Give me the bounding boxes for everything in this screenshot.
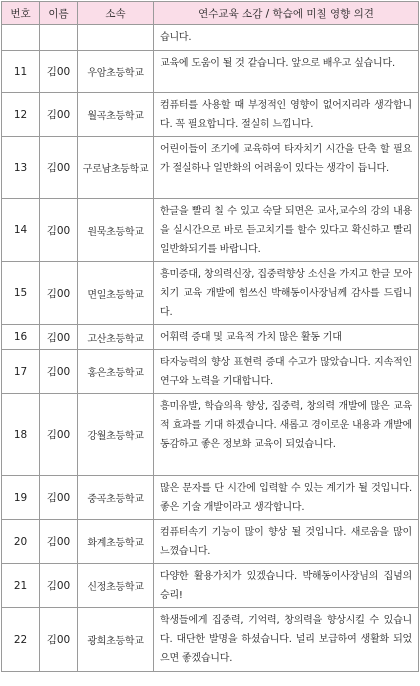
cell-name: 김00	[40, 476, 78, 520]
cell-number: 11	[2, 51, 40, 93]
cell-name: 김00	[40, 520, 78, 564]
cell-name: 김00	[40, 325, 78, 350]
cell-number: 21	[2, 564, 40, 608]
cell-name: 김00	[40, 199, 78, 262]
cell-name: 김00	[40, 608, 78, 672]
cell-number: 16	[2, 325, 40, 350]
cell-opinion: 컴퓨터를 사용할 때 부정적인 영향이 없어지리라 생각합니다. 꼭 필요합니다. 절실히 느낍니다.	[154, 93, 419, 137]
table-row-continuation	[2, 25, 419, 51]
cell-number: 19	[2, 476, 40, 520]
cell-opinion: 어린이들이 조기에 교육하여 타자치기 시간을 단축 할 필요가 절실하나 일반화의 어려움이 있다는 생각이 듭니다.	[154, 137, 419, 199]
cell-school: 홍은초등학교	[78, 350, 154, 394]
cell-number: 17	[2, 350, 40, 394]
cell-name: 김00	[40, 350, 78, 394]
table-row	[2, 262, 419, 325]
cell-opinion: 한글을 빨리 칠 수 있고 숙달 되면은 교사,교수의 강의 내용을 실시간으로 바로 듣고치기를 할수 있다고 확신하고 빨리 일반화되기를 바랍니다.	[154, 199, 419, 262]
table-row	[2, 137, 419, 199]
cell-opinion: 어휘력 증대 및 교육적 가치 많은 활동 기대	[154, 325, 419, 350]
cell-name: 김00	[40, 137, 78, 199]
table-row	[2, 394, 419, 476]
cell-number: 14	[2, 199, 40, 262]
table-row	[2, 520, 419, 564]
header-school: 소속	[78, 2, 154, 25]
cell-name: 김00	[40, 51, 78, 93]
table-row	[2, 476, 419, 520]
cell-name: 김00	[40, 93, 78, 137]
cell-opinion: 컴퓨터속기 기능이 많이 향상 될 것입니다. 새로움을 많이 느꼈습니다.	[154, 520, 419, 564]
cell-school: 고산초등학교	[78, 325, 154, 350]
cell-opinion: 흥미유발, 학습의욕 향상, 집중력, 창의력 개발에 많은 교육적 효과를 기대 하겠습니다. 새롭고 경이로운 내용과 개발에 동감하고 좋은 정보화 교육이 되었습니다.	[154, 394, 419, 476]
table-row	[2, 325, 419, 350]
cell-school: 월곡초등학교	[78, 93, 154, 137]
table-row	[2, 350, 419, 394]
cell-number: 12	[2, 93, 40, 137]
cell-opinion: 다양한 활용가치가 있겠습니다. 박해동이사장님의 집념의 승리!	[154, 564, 419, 608]
cell-school: 신정초등학교	[78, 564, 154, 608]
cell-name: 김00	[40, 262, 78, 325]
cell-school	[78, 25, 154, 51]
header-number: 번호	[2, 2, 40, 25]
cell-number: 13	[2, 137, 40, 199]
cell-school: 광희초등학교	[78, 608, 154, 672]
header-name: 이름	[40, 2, 78, 25]
cell-opinion: 학생들에게 집중력, 기억력, 창의력을 향상시킬 수 있습니다. 대단한 발명을 하셨습니다. 널리 보급하여 생활화 되었으면 좋겠습니다.	[154, 608, 419, 672]
table-row	[2, 93, 419, 137]
table-row	[2, 564, 419, 608]
cell-opinion: 타자능력의 향상 표현력 증대 수고가 많았습니다. 지속적인 연구와 노력을 기대합니다.	[154, 350, 419, 394]
cell-number: 22	[2, 608, 40, 672]
table-header-row	[2, 2, 419, 25]
table-row	[2, 608, 419, 672]
cell-opinion: 습니다.	[154, 25, 419, 51]
cell-opinion: 흥미증대, 창의력신장, 집중력향상 소신을 가지고 한글 모아치기 교육 개발에 힘쓰신 박해동이사장님께 감사를 드립니다.	[154, 262, 419, 325]
cell-school: 원묵초등학교	[78, 199, 154, 262]
cell-number: 18	[2, 394, 40, 476]
table-row	[2, 199, 419, 262]
cell-school: 면일초등학교	[78, 262, 154, 325]
table-row	[2, 51, 419, 93]
cell-school: 우암초등학교	[78, 51, 154, 93]
cell-opinion: 많은 문자를 단 시간에 입력할 수 있는 계기가 될 것입니다. 좋은 기술 개발이라고 생각합니다.	[154, 476, 419, 520]
cell-number: 15	[2, 262, 40, 325]
cell-school: 강월초등학교	[78, 394, 154, 476]
cell-school: 중곡초등학교	[78, 476, 154, 520]
cell-name	[40, 25, 78, 51]
cell-number	[2, 25, 40, 51]
cell-name: 김00	[40, 394, 78, 476]
cell-school: 화계초등학교	[78, 520, 154, 564]
cell-school: 구로남초등학교	[78, 137, 154, 199]
cell-number: 20	[2, 520, 40, 564]
cell-name: 김00	[40, 564, 78, 608]
header-opinion: 연수교육 소감 / 학습에 미칠 영향 의견	[154, 2, 419, 25]
cell-opinion: 교육에 도움이 될 것 같습니다. 앞으로 배우고 싶습니다.	[154, 51, 419, 93]
training-feedback-table	[1, 1, 419, 672]
